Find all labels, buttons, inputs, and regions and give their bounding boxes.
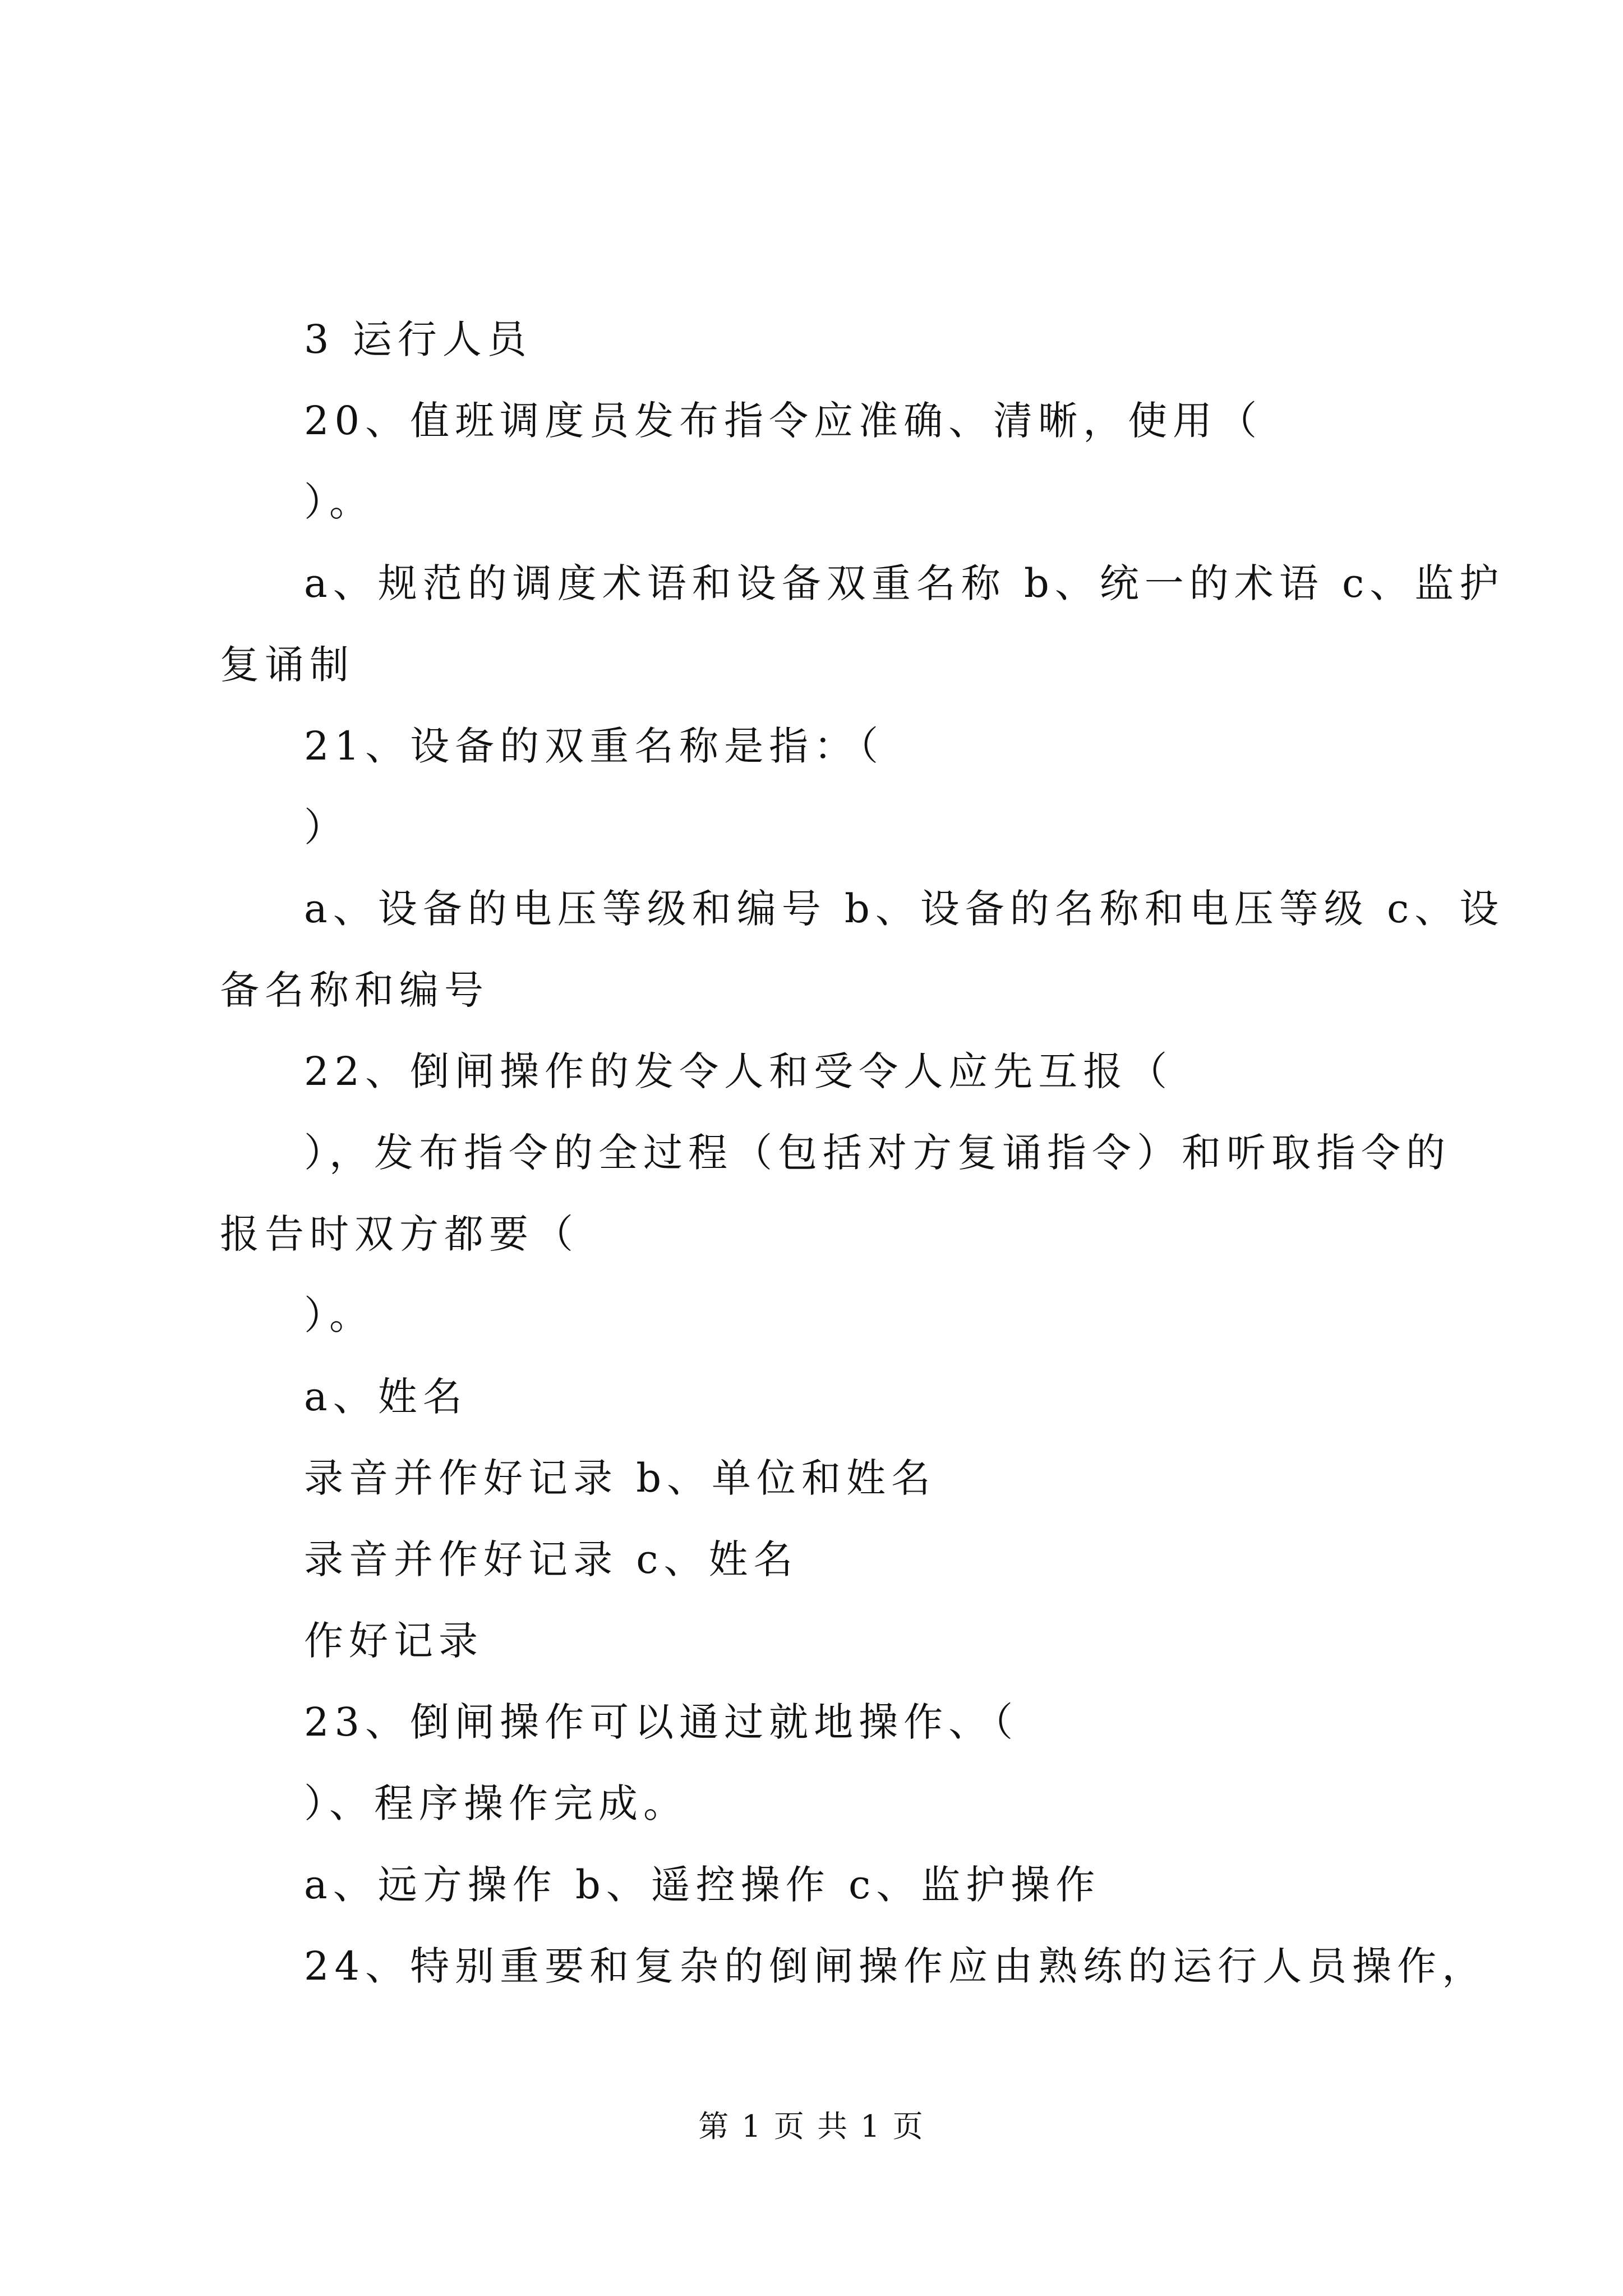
text-line: 备名称和编号 xyxy=(220,967,489,1013)
text-line: ）。 xyxy=(304,1292,374,1338)
text-line: a、远方操作 b、遥控操作 c、监护操作 xyxy=(304,1862,1101,1908)
text-line: 3 运行人员 xyxy=(304,316,532,362)
text-line: a、姓名 xyxy=(304,1374,468,1420)
text-line: ） xyxy=(304,804,349,850)
text-line: 复诵制 xyxy=(220,642,354,688)
text-line: 21、设备的双重名称是指：（ xyxy=(304,723,884,769)
text-line: 20、值班调度员发布指令应准确、清晰，使用（ xyxy=(304,398,1263,444)
text-line: a、设备的电压等级和编号 b、设备的名称和电压等级 c、设 xyxy=(304,886,1505,932)
text-line: 报告时双方都要（ xyxy=(220,1211,579,1257)
text-line: 23、倒闸操作可以通过就地操作、（ xyxy=(304,1699,1019,1745)
text-line: ），发布指令的全过程（包括对方复诵指令）和听取指令的 xyxy=(304,1130,1451,1176)
text-line: ）、程序操作完成。 xyxy=(304,1780,688,1826)
text-line: a、规范的调度术语和设备双重名称 b、统一的术语 c、监护 xyxy=(304,560,1505,606)
page-footer: 第 1 页 共 1 页 xyxy=(698,2109,925,2144)
text-line: 录音并作好记录 b、单位和姓名 xyxy=(304,1455,937,1501)
text-line: 22、倒闸操作的发令人和受令人应先互报（ xyxy=(304,1048,1173,1094)
text-line: 作好记录 xyxy=(304,1618,483,1664)
text-line: 录音并作好记录 c、姓名 xyxy=(304,1536,799,1582)
text-line: 24、特别重要和复杂的倒闸操作应由熟练的运行人员操作， xyxy=(304,1943,1487,1989)
text-line: ）。 xyxy=(304,479,374,525)
